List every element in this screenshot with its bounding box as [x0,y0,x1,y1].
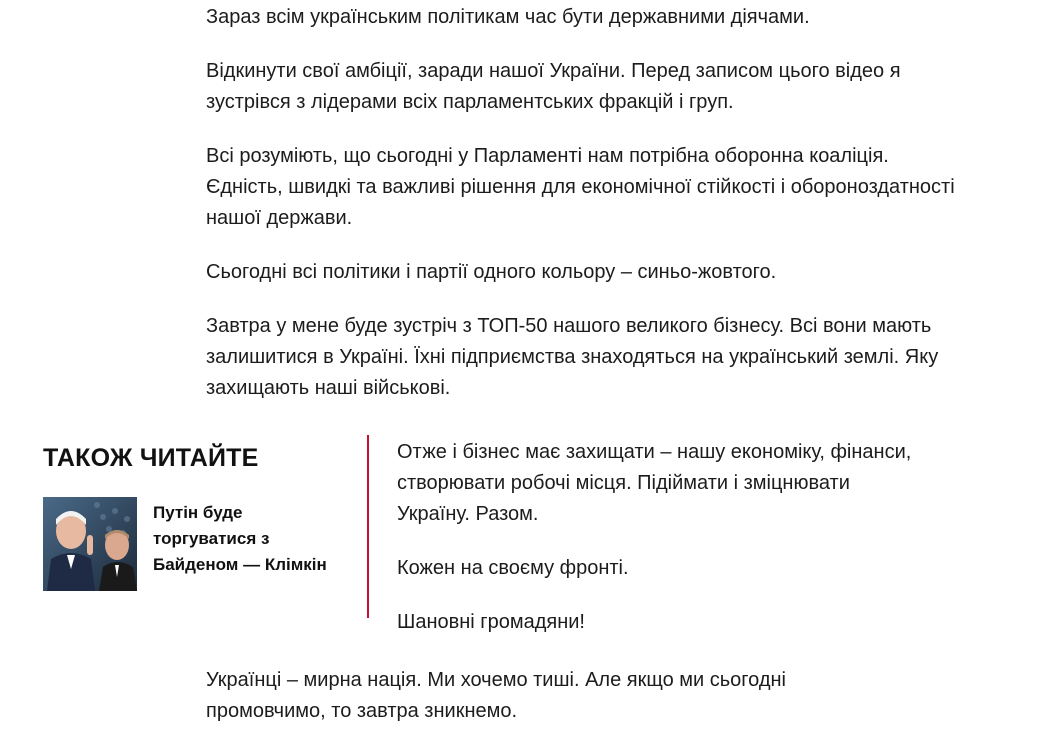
article-paragraph: Шановні громадяни! [397,611,585,633]
photo-thumbnail-icon [43,497,137,591]
article-body-top [206,2,976,427]
article-paragraph: Сьогодні всі політики і партії одного кольору – синьо-жовтого. [206,261,777,283]
also-read-title: ТАКОЖ ЧИТАЙТЕ [43,444,259,472]
article-paragraph: Отже і бізнес має захищати – нашу економіку, фінанси, створювати робочі місця. Підіймати і зміцнювати Україну. Разом. [397,441,912,525]
article-paragraph: Кожен на своєму фронті. [397,557,629,579]
article-paragraph: Відкинути свої амбіції, заради нашої України. Перед записом цього відео я зустрівся з лідерами всіх парламентських фракцій і груп. [206,60,901,113]
article-paragraph: Українці – мирна нація. Ми хочемо тиші. Але якщо ми сьогодні промовчимо, то завтра зникнемо. [206,669,786,722]
related-article-thumbnail[interactable] [43,497,137,591]
article-paragraph: Завтра у мене буде зустріч з ТОП-50 нашого великого бізнесу. Всі вони мають залишитися в Україні. Їхні підприємства знаходяться на український землі. Яку захищають наші військові. [206,315,939,399]
article-mid-row [0,433,1042,655]
article-paragraph: Зараз всім українським політикам час бути державними діячами. [206,6,810,28]
article-body-bottom [206,665,976,750]
article-body-mid [397,437,957,661]
quote-divider [367,435,369,618]
related-article-title[interactable]: Путін буде торгуватися з Байденом — Клімкін [153,503,327,574]
article-paragraph: Всі розуміють, що сьогодні у Парламенті нам потрібна оборонна коаліція. Єдність, швидкі та важливі рішення для економічної стійкості і обороноздатності нашої держави. [206,145,955,229]
related-article-link[interactable] [43,497,333,607]
